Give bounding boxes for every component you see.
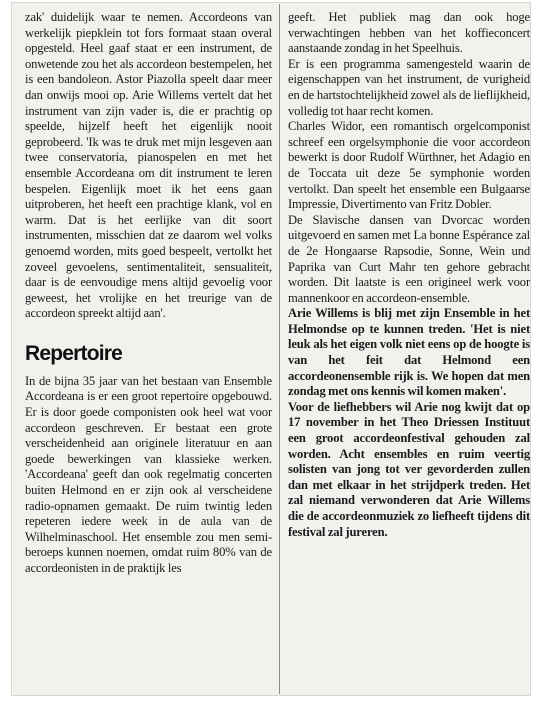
paragraph-festival: Voor de liefhebbers wil Arie nog kwijt dat op 17 november in het Theo Driessen Instituut een groot accordeonfestival gehouden zal worden. Acht ensembles en ruim veertig solisten van jong tot ver gevorderden zullen dan met elkaar in het strijdperk treden. Het zal niemand verwonderen dat Arie Willems die de accordeonmuziek zo liefheeft tijdens dit festival zal jureren.: [288, 399, 530, 539]
paragraph-program: Er is een programma samengesteld waarin de eigenschappen van het instrument, de vurigheid en de hartstochtelijkheid zowel als de lieflijkheid, volledig tot haar recht komen.: [288, 56, 530, 118]
right-column: [288, 10, 530, 540]
section-heading-repertoire: Repertoire: [25, 341, 123, 365]
left-column: [25, 10, 272, 577]
paragraph-willems-quote: Arie Willems is blij met zijn Ensemble in het Helmondse op te kunnen treden. 'Het is niet leuk als het eigen volk niet eens op de hoogte is van het feit dat Helmond een accordeonensemble rijk is. We hopen dat men zondag met ons kennis wil komen maken'.: [288, 306, 530, 399]
paragraph-widor: Charles Widor, een romantisch orgelcomponist schreef een orgelsymphonie die voor accordeon bewerkt is door Rudolf Würthner, het Adagio en de Toccata uit deze 5e symphonie worden vertolkt. Dan speelt het ensemble een Bulgaarse Impressie, Divertimento van Fritz Dobler.: [288, 119, 530, 212]
paragraph-audience: geeft. Het publiek mag dan ook hoge verwachtingen hebben van het koffieconcert aanstaande zondag in het Speelhuis.: [288, 10, 530, 56]
column-divider: [279, 4, 280, 694]
paragraph-dvorak: De Slavische dansen van Dvorcac worden uitgevoerd en samen met La bonne Espérance zal de 2e Hongaarse Rapsodie, Sonne, Wein und Paprika van Curt Mahr ten gehore gebracht worden. Dit laatste is een origineel werk voor mannenkoor en accordeon-ensemble.: [288, 212, 530, 305]
intro-paragraph: zak' duidelijk waar te nemen. Accordeons van werkelijk piepklein tot fors formaat staan overal opgesteld. Heel gaaf staat er een instrument, de onwetende zou het als accordeon bestempelen, het is een bandoleon. Astor Piazolla speelt daar meer dan onwijs mooi op. Arie Willems vertelt dat het instrument van zijn vader is, die er prachtig op speelde, hijzelf heeft het eigenlijk nooit geprobeerd. 'Ik was te druk met mijn lesgeven aan twee conservatoria, pianospelen en met het ensemble Accordeana om dit instrument te leren bespelen. Eigenlijk moet ik het eens gaan uitproberen, het heeft een prachtige klank, vol en warm. Dat is het eerlijke van dit soort instrumenten, misschien dat ze daarom wel volks genoemd worden, mits goed bespeelt, vertolkt het zoveel gevoelens, sentimentaliteit, sensualiteit, daar is de eenvoudige mens altijd gevoelig voor geweest, het vrolijke en het treurige van de accordeon spreekt altijd aan'.: [25, 10, 272, 321]
paper-sheet: [11, 2, 531, 696]
repertoire-paragraph: In de bijna 35 jaar van het bestaan van Ensemble Accordeana is er een groot repertoire opgebouwd. Er is door goede componisten ook heel wat voor accordeon geschreven. Er bestaat een grote verscheidenheid aan originele literatuur en aan goede bewerkingen van klassieke werken. 'Accordeana' geeft dan ook regelmatig concerten buiten Helmond en er zijn ook al verscheidene radio-opnamen gemaakt. De ruim twintig leden repeteren iedere week in de aula van de Wilhelminaschool. Het ensemble zou men semi-beroeps kunnen noemen, omdat ruim 80% van de accordeonisten in de praktijk les: [25, 373, 272, 575]
